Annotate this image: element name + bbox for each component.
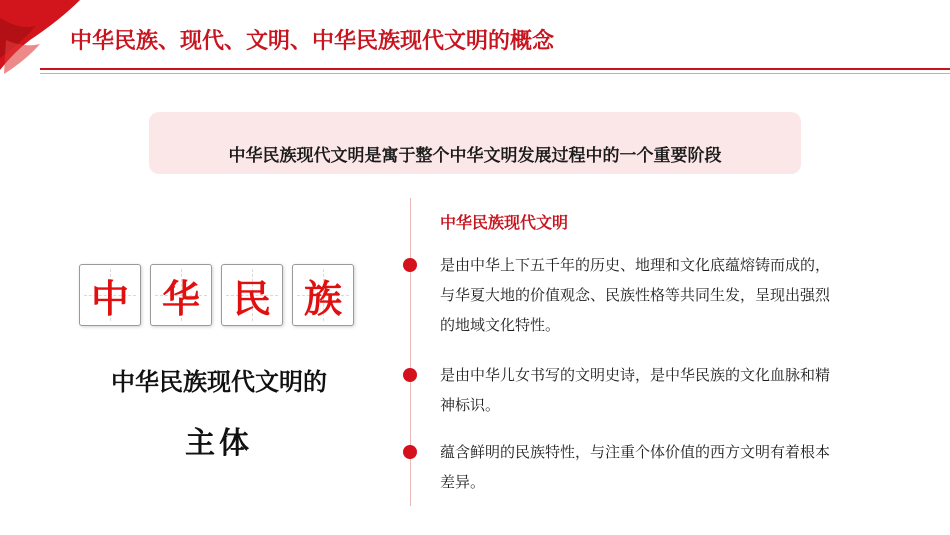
bullet-dot xyxy=(403,445,417,459)
section-heading: 中华民族现代文明 xyxy=(440,213,569,232)
character: 族 xyxy=(303,276,342,321)
character-box xyxy=(79,264,141,326)
character: 民 xyxy=(232,276,271,321)
character-box xyxy=(150,264,212,326)
character-box xyxy=(221,264,283,326)
timeline-line xyxy=(410,198,411,506)
bullet-dot xyxy=(403,258,417,272)
bullet-text: 是由中华儿女书写的文明史诗，是中华民族的文化血脉和精神标识。 xyxy=(440,366,831,414)
title-divider-thin xyxy=(40,73,950,74)
character-box xyxy=(292,264,354,326)
highlight-text: 中华民族现代文明是寓于整个中华文明发展过程中的一个重要阶段 xyxy=(228,146,722,166)
character: 中 xyxy=(90,276,129,321)
page-title: 中华民族、现代、文明、中华民族现代文明的概念 xyxy=(70,29,555,54)
character: 华 xyxy=(161,276,200,321)
subject-title: 中华民族现代文明的 xyxy=(111,368,327,396)
bullet-dot xyxy=(403,368,417,382)
character-boxes xyxy=(79,264,354,326)
bullet-text: 蕴含鲜明的民族特性，与注重个体价值的西方文明有着根本差异。 xyxy=(440,443,831,491)
title-divider xyxy=(40,68,950,70)
highlight-banner xyxy=(149,112,801,174)
subject-subtitle: 主体 xyxy=(185,426,253,461)
bullet-text: 是由中华上下五千年的历史、地理和文化底蕴熔铸而成的，与华夏大地的价值观念、民族性格等共同生发，呈现出强烈的地域文化特性。 xyxy=(440,256,831,334)
